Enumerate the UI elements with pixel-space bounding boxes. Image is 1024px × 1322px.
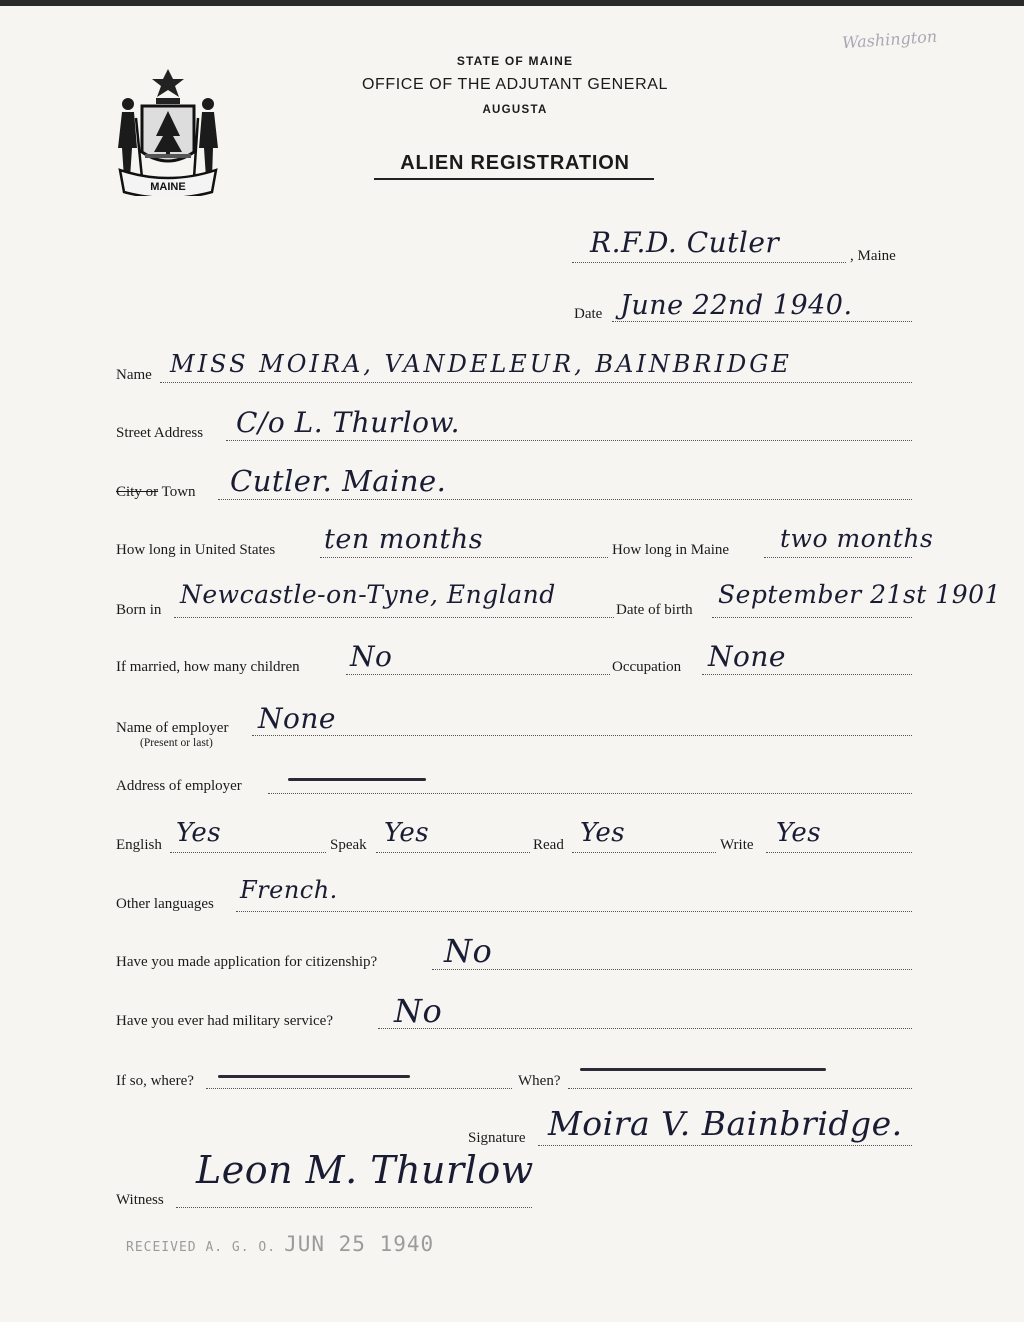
citizenship-dots: [432, 969, 912, 970]
street-address-value: C/o L. Thurlow.: [236, 406, 460, 439]
state-seal-icon: [112, 66, 224, 196]
write-dots: [766, 852, 912, 853]
date-of-birth-value: September 21st 1901: [718, 580, 1001, 609]
when-label: When?: [518, 1073, 561, 1089]
english-value: Yes: [176, 818, 222, 848]
date-of-birth-label: Date of birth: [616, 602, 693, 618]
employer-address-dots: [268, 793, 912, 794]
scan-top-edge: [0, 0, 1024, 6]
citizenship-value: No: [444, 932, 493, 970]
location-suffix: , Maine: [850, 248, 896, 264]
how-long-us-label: How long in United States: [116, 542, 276, 558]
born-in-label: Born in: [116, 602, 162, 618]
witness-value: Leon M. Thurlow: [196, 1148, 534, 1192]
military-service-value: No: [394, 992, 443, 1030]
received-stamp-text: RECEIVED A. G. O.: [126, 1240, 277, 1255]
signature-label: Signature: [468, 1130, 526, 1146]
town-dots: [218, 499, 912, 500]
street-address-label: Street Address: [116, 425, 204, 441]
name-dots: [160, 382, 912, 383]
children-label: If married, how many children: [116, 659, 300, 675]
employer-name-sublabel: (Present or last): [140, 737, 213, 749]
read-value: Yes: [580, 818, 626, 848]
street-address-dots: [226, 440, 912, 441]
citizenship-label: Have you made application for citizenship?: [116, 954, 378, 970]
employer-name-label: Name of employer: [116, 720, 229, 736]
read-label: Read: [533, 837, 564, 853]
town-label: [116, 484, 196, 501]
received-stamp: [126, 1232, 434, 1256]
children-dots: [346, 674, 610, 675]
write-label: Write: [720, 837, 754, 853]
date-of-birth-dots: [712, 617, 912, 618]
witness-label: Witness: [116, 1192, 164, 1208]
header-office: OFFICE OF THE ADJUTANT GENERAL: [361, 76, 669, 93]
military-service-dots: [378, 1028, 912, 1029]
town-label-struck: City or: [116, 484, 159, 500]
if-so-where-dots: [206, 1088, 512, 1089]
form-title: ALIEN REGISTRATION: [400, 152, 630, 174]
occupation-dots: [702, 674, 912, 675]
date-label: Date: [574, 306, 603, 322]
header-city: AUGUSTA: [482, 104, 548, 116]
how-long-us-value: ten months: [324, 524, 484, 555]
witness-dots: [176, 1207, 532, 1208]
name-value: MISS MOIRA, VANDELEUR, BAINBRIDGE: [170, 350, 792, 378]
header-state: STATE OF MAINE: [456, 54, 574, 68]
how-long-maine-value: two months: [780, 524, 934, 553]
other-languages-dots: [236, 911, 912, 912]
received-stamp-date: JUN 25 1940: [284, 1232, 435, 1256]
english-dots: [170, 852, 326, 853]
other-languages-label: Other languages: [116, 896, 214, 912]
date-value: June 22nd 1940.: [620, 290, 853, 321]
employer-name-value: None: [258, 702, 336, 735]
employer-name-dots: [252, 735, 912, 736]
signature-dots: [538, 1145, 912, 1146]
occupation-label: Occupation: [612, 659, 682, 675]
if-so-where-blank-dash: [218, 1075, 410, 1078]
pencil-county-note: Washington: [841, 26, 938, 53]
employer-address-label: Address of employer: [116, 778, 242, 794]
location-value: R.F.D. Cutler: [590, 226, 780, 259]
speak-dots: [376, 852, 530, 853]
read-dots: [572, 852, 716, 853]
date-dots: [612, 321, 912, 322]
seal-motto: MAINE: [150, 181, 186, 193]
town-value: Cutler. Maine.: [230, 464, 447, 498]
how-long-maine-dots: [764, 557, 912, 558]
title-underline: [374, 178, 654, 180]
how-long-maine-label: How long in Maine: [612, 542, 730, 558]
other-languages-value: French.: [240, 876, 338, 904]
how-long-us-dots: [320, 557, 608, 558]
signature-value: Moira V. Bainbridge.: [548, 1104, 903, 1143]
speak-label: Speak: [330, 837, 367, 853]
write-value: Yes: [776, 818, 822, 848]
children-value: No: [350, 640, 393, 673]
occupation-value: None: [708, 640, 786, 673]
name-label: Name: [116, 367, 152, 383]
born-in-dots: [174, 617, 614, 618]
employer-address-blank-dash: [288, 778, 426, 781]
born-in-value: Newcastle-on-Tyne, England: [180, 580, 556, 609]
when-dots: [568, 1088, 912, 1089]
speak-value: Yes: [384, 818, 430, 848]
when-blank-dash: [580, 1068, 826, 1071]
location-dots: [572, 262, 846, 263]
military-service-label: Have you ever had military service?: [116, 1013, 333, 1029]
if-so-where-label: If so, where?: [116, 1073, 194, 1089]
english-label: English: [116, 837, 162, 853]
town-label-text: Town: [161, 484, 196, 500]
